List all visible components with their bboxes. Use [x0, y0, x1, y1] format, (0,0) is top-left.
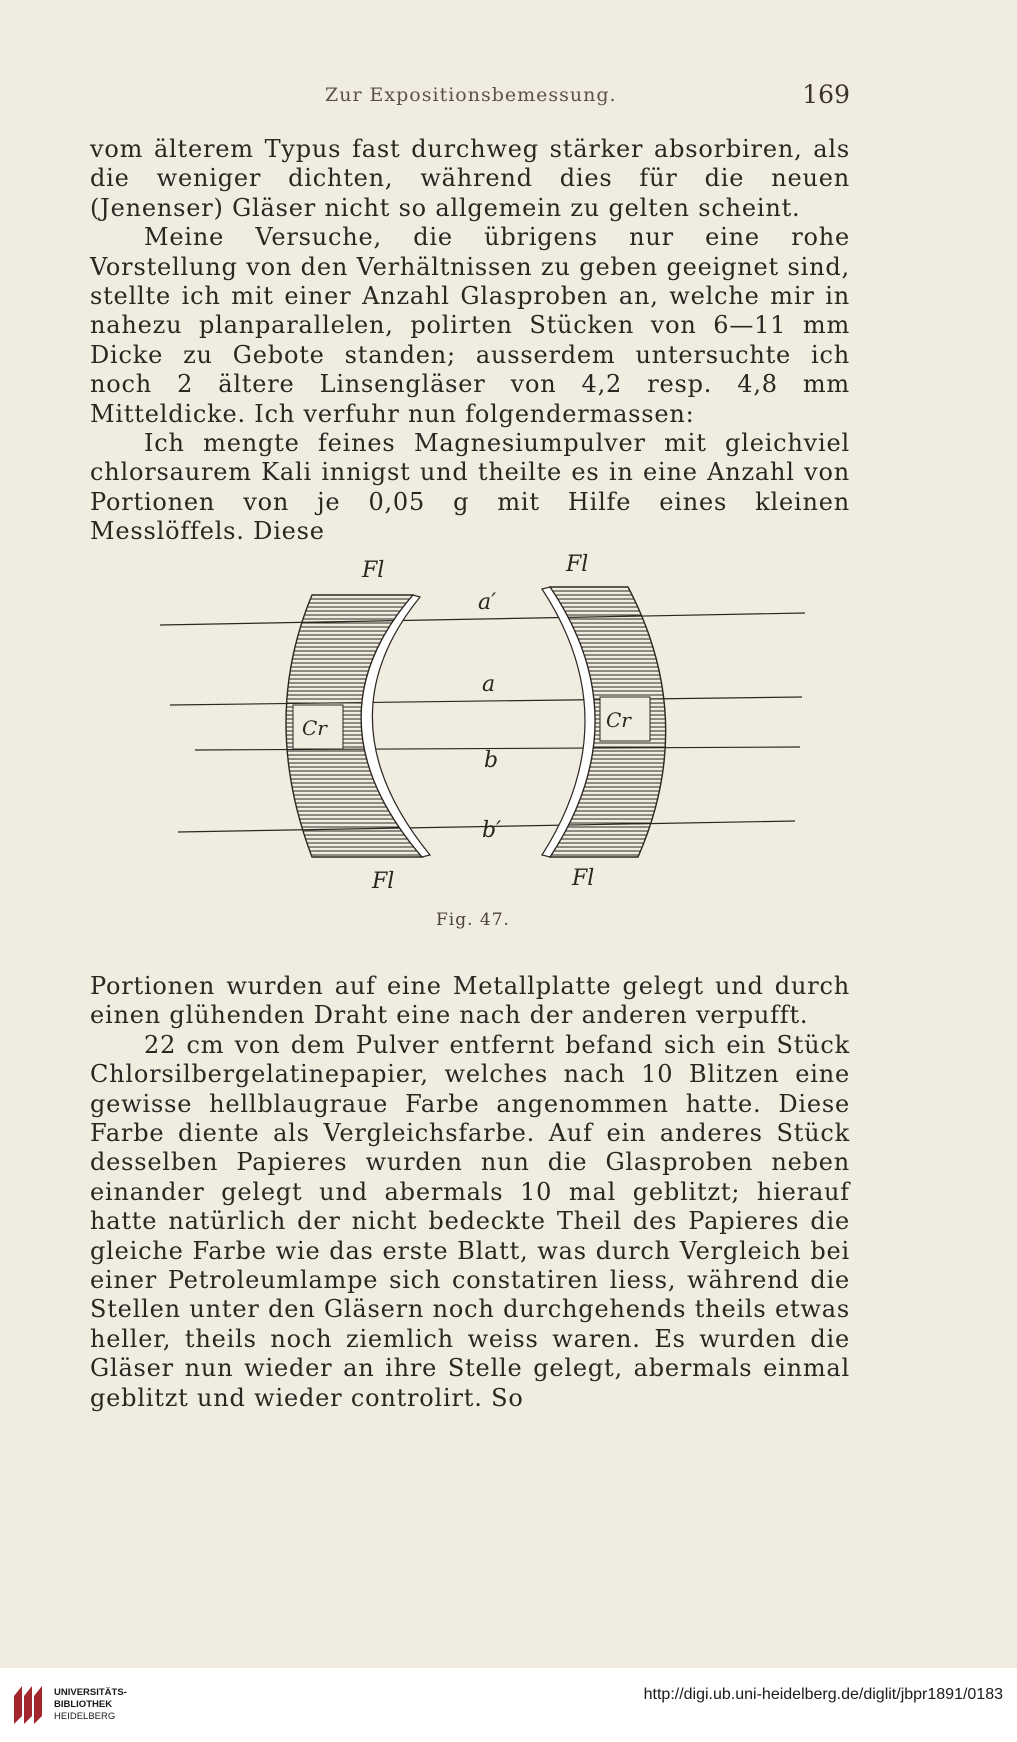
label-a-prime: a′	[478, 590, 497, 615]
label-fl-bottom-left: Fl	[372, 869, 395, 890]
body-text-bottom	[90, 972, 850, 1413]
paragraph-5: 22 cm von dem Pulver entfernt befand sich ein Stück Chlorsilbergelatinepapier, welches nach 10 Blitzen eine gewisse hellblaugraue Farbe angenommen hatte. Diese Farbe diente als Vergleichsfarbe. Auf ein anderes Stück desselben Papieres wurden nun die Glasproben neben einander gelegt und abermals 10 mal geblitzt; hierauf hatte natürlich der nicht bedeckte Theil des Papieres die gleiche Farbe wie das erste Blatt, was durch Vergleich bei einer Petroleumlampe sich constatiren liess, während die Stellen unter den Gläsern noch durchgehends theils etwas heller, theils noch ziemlich weiss waren. Es wurden die Gläser nun wieder an ihre Stelle gelegt, abermals einmal geblitzt und wieder controlirt. So	[90, 1030, 850, 1412]
running-title: Zur Expositionsbemessung.	[325, 84, 617, 106]
paragraph-3: Ich mengte feines Magnesiumpulver mit gleichviel chlorsaurem Kali innigst und theilte es in eine Anzahl von Portionen von je 0,05 g mit Hilfe eines kleinen Messlöffels. Diese	[90, 429, 850, 546]
label-b-prime: b′	[482, 818, 502, 843]
figure-47	[150, 545, 830, 930]
figure-caption: Fig. 47.	[436, 910, 510, 930]
paragraph-1: vom älterem Typus fast durchweg stärker absorbiren, als die weniger dichten, während dies für die neuen (Jenenser) Gläser nicht so allgemein zu gelten scheint.	[90, 135, 850, 222]
logo-line-3: HEIDELBERG	[54, 1711, 116, 1722]
logo-line-2: BIBLIOTHEK	[54, 1699, 113, 1710]
label-fl-bottom-right: Fl	[572, 866, 595, 890]
paragraph-2: Meine Versuche, die übrigens nur eine rohe Vorstellung von den Verhältnissen zu geben geeignet sind, stellte ich mit einer Anzahl Glasproben an, welche mir in nahezu planparallelen, polirten Stücken von 6—11 mm Dicke zu Gebote standen; ausserdem untersuchte ich noch 2 ältere Linsengläser von 4,2 resp. 4,8 mm Mitteldicke. Ich verfuhr nun folgendermassen:	[90, 223, 850, 428]
logo-line-1: UNIVERSITÄTS-	[54, 1687, 127, 1698]
paragraph-4: Portionen wurden auf eine Metallplatte gelegt und durch einen glühenden Draht eine nach der anderen verpufft.	[90, 972, 850, 1030]
source-url-link[interactable]: http://digi.ub.uni-heidelberg.de/diglit/jbpr1891/0183	[643, 1686, 1003, 1703]
university-library-logo-icon[interactable]	[10, 1682, 48, 1728]
label-a: a	[482, 672, 496, 697]
page-header	[90, 80, 850, 110]
logo-text[interactable]	[54, 1687, 127, 1723]
footer-bar	[0, 1668, 1017, 1742]
label-fl-top-left: Fl	[362, 558, 385, 583]
label-fl-top-right: Fl	[566, 552, 589, 577]
label-cr-right: Cr	[606, 708, 631, 732]
lens-diagram	[150, 545, 830, 890]
label-cr-left: Cr	[302, 716, 327, 740]
label-b: b	[484, 748, 499, 773]
body-text-top	[90, 135, 850, 547]
ray-a	[170, 697, 802, 705]
page-number: 169	[802, 80, 850, 109]
